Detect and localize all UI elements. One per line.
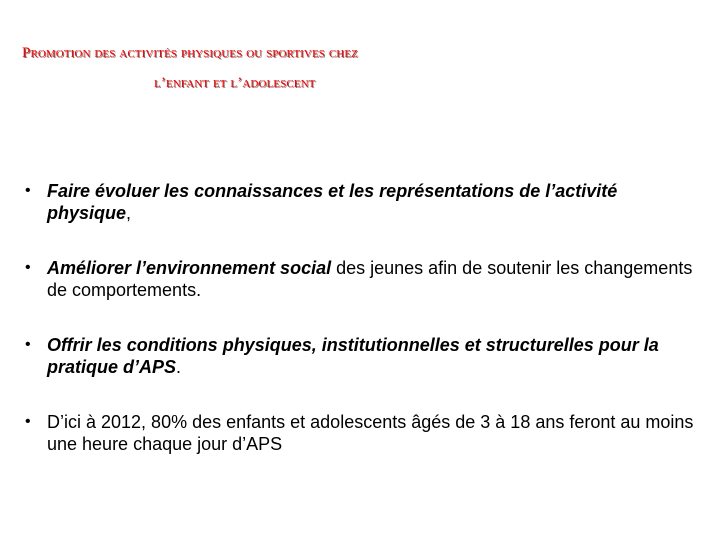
bullet-text: des jeunes afin de soutenir les changements de comportements. (47, 258, 693, 300)
bullet-emphasis: Faire évoluer les connaissances et les représentations de l’activité physique (47, 181, 618, 223)
bullet-item (25, 257, 695, 301)
title-line-2: l’enfant et l’adolescent (154, 75, 316, 91)
bullet-text: , (126, 203, 132, 223)
title-line-1: Promotion des activités physiques ou sportives chez (22, 45, 358, 61)
bullet-text: . (176, 357, 182, 377)
bullet-dot-icon: • (25, 182, 31, 199)
bullet-emphasis: Améliorer l’environnement social (47, 258, 332, 278)
bullet-list (25, 180, 695, 488)
slide-title (22, 38, 682, 98)
bullet-item (25, 334, 695, 378)
bullet-dot-icon: • (25, 336, 31, 353)
bullet-text: D’ici à 2012, 80% des enfants et adolescents âgés de 3 à 18 ans feront au moins une heure chaque jour d’APS (47, 412, 694, 454)
bullet-item (25, 180, 695, 224)
bullet-dot-icon: • (25, 259, 31, 276)
bullet-item (25, 411, 695, 455)
bullet-dot-icon: • (25, 413, 31, 430)
bullet-emphasis: Offrir les conditions physiques, institutionnelles et structurelles pour la pratique d’APS (47, 335, 659, 377)
